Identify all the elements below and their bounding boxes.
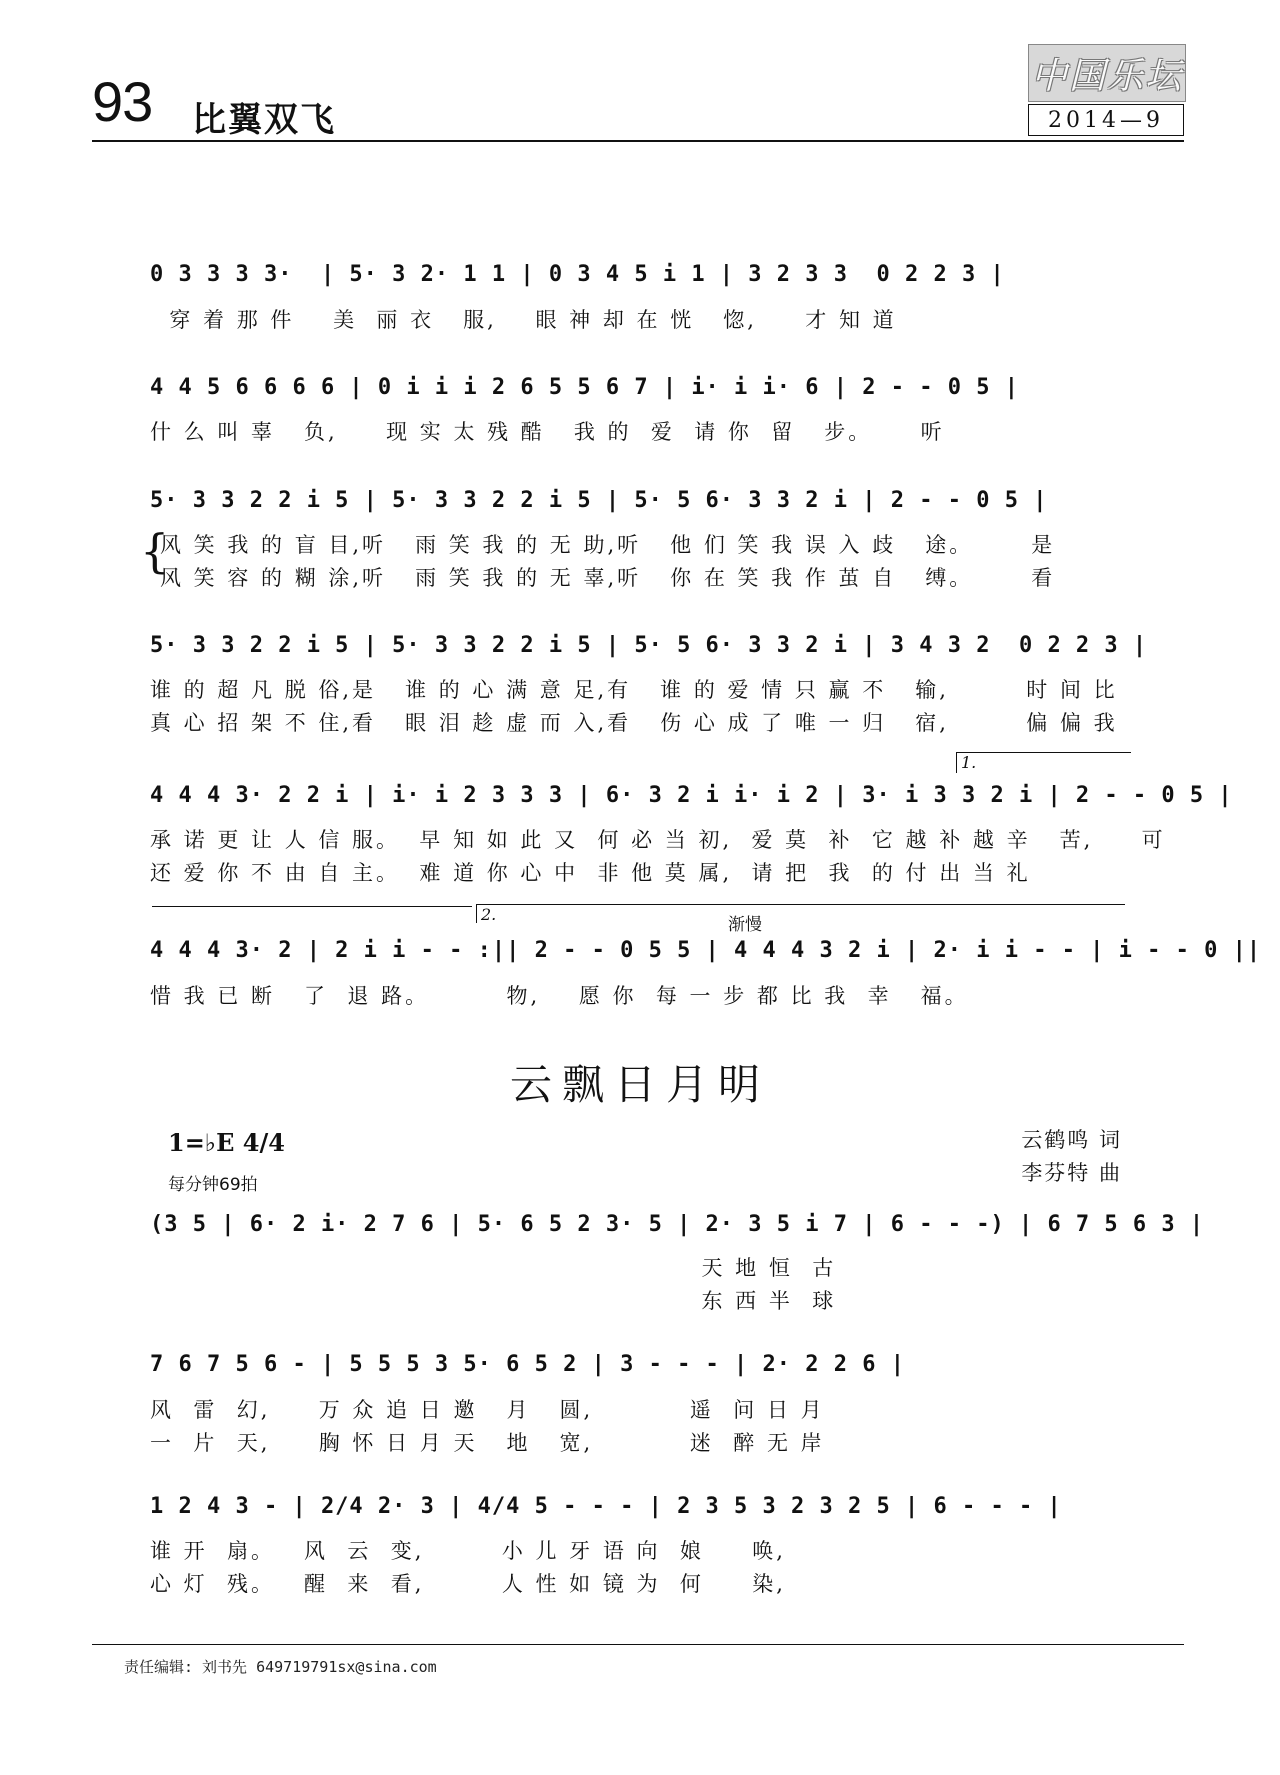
lyric-line: 天 地 恒 古 — [150, 1256, 837, 1280]
footer-rule — [92, 1644, 1184, 1645]
lyric-line: 谁 的 超 凡 脱 俗,是 谁 的 心 满 意 足,有 谁 的 爱 情 只 赢 不 输, 时 间 比 — [150, 678, 1118, 702]
lyric-line: 穿 着 那 件 美 丽 衣 服, 眼 神 却 在 恍 惚, 才 知 道 — [150, 308, 897, 332]
lyric-line: 承 诺 更 让 人 信 服。 早 知 如 此 又 何 必 当 初, 爱 莫 补 它 越 补 越 辛 苦, 可 — [150, 828, 1166, 852]
editor-credit: 责任编辑: 刘书先 649719791sx@sina.com — [124, 1658, 437, 1676]
magazine-logo: 中国乐坛 — [1028, 44, 1186, 102]
notation-line: 4 4 4 3· 2 | 2 i i - - :|| 2 - - 0 5 5 | 4 4 4 3 2 i | 2· i i - - | i - - 0 || — [150, 938, 1262, 963]
lyricist-credit: 云鹤鸣 词 — [1021, 1128, 1122, 1152]
lyric-line: 风 笑 我 的 盲 目,听 雨 笑 我 的 无 助,听 他 们 笑 我 误 入 歧 途。 是 — [160, 533, 1056, 557]
lyric-line: 惜 我 已 断 了 退 路。 物, 愿 你 每 一 步 都 比 我 幸 福。 — [150, 984, 969, 1008]
header-rule — [92, 140, 1184, 142]
tempo-marking: 每分钟69拍 — [168, 1175, 258, 1195]
lyric-line: 一 片 天, 胸 怀 日 月 天 地 宽, 迷 醉 无 岸 — [150, 1431, 825, 1455]
song-title: 云飘日月明 — [509, 1060, 770, 1109]
notation-line: 5· 3 3 2 2 i 5 | 5· 3 3 2 2 i 5 | 5· 5 6· 3 3 2 i | 2 - - 0 5 | — [150, 488, 1048, 513]
tempo-change-mark: 渐慢 — [728, 915, 762, 935]
lyric-line: 什 么 叫 辜 负, 现 实 太 残 酷 我 的 爱 请 你 留 步。 听 — [150, 420, 945, 444]
verse-brace: { — [140, 524, 170, 578]
notation-line: 0 3 3 3 3· | 5· 3 2· 1 1 | 0 3 4 5 i 1 | 3 2 3 3 0 2 2 3 | — [150, 262, 1005, 287]
volta-2: 2. — [476, 904, 1125, 923]
lyric-line: 谁 开 扇。 风 云 变, 小 儿 牙 语 向 娘 唤, — [150, 1539, 786, 1563]
lyric-line: 还 爱 你 不 由 自 主。 难 道 你 心 中 非 他 莫 属, 请 把 我 的 付 出 当 礼 — [150, 861, 1031, 885]
notation-line: 4 4 5 6 6 6 6 | 0 i i i 2 6 5 5 6 7 | i· i i· 6 | 2 - - 0 5 | — [150, 375, 1019, 400]
notation-line: (3 5 | 6· 2 i· 2 7 6 | 5· 6 5 2 3· 5 | 2· 3 5 i 7 | 6 - - -) | 6 7 5 6 3 | — [150, 1212, 1205, 1237]
notation-line: 7 6 7 5 6 - | 5 5 5 3 5· 6 5 2 | 3 - - - | 2· 2 2 6 | — [150, 1352, 905, 1377]
lyric-line: 心 灯 残。 醒 来 看, 人 性 如 镜 为 何 染, — [150, 1572, 786, 1596]
notation-line: 5· 3 3 2 2 i 5 | 5· 3 3 2 2 i 5 | 5· 5 6· 3 3 2 i | 3 4 3 2 0 2 2 3 | — [150, 633, 1148, 658]
lyric-line: 风 笑 容 的 糊 涂,听 雨 笑 我 的 无 辜,听 你 在 笑 我 作 茧 自 缚。 看 — [160, 566, 1056, 590]
composer-credit: 李芬特 曲 — [1021, 1161, 1122, 1185]
notation-line: 4 4 4 3· 2 2 i | i· i 2 3 3 3 | 6· 3 2 i i· i 2 | 3· i 3 3 2 i | 2 - - 0 5 | — [150, 783, 1233, 808]
volta-1: 1. — [956, 752, 1131, 773]
lyric-line: 真 心 招 架 不 住,看 眼 泪 趁 虚 而 入,看 伤 心 成 了 唯 一 归 宿, 偏 偏 我 — [150, 711, 1118, 735]
notation-line: 1 2 4 3 - | 2/4 2· 3 | 4/4 5 - - - | 2 3 5 3 2 3 2 5 | 6 - - - | — [150, 1494, 1062, 1519]
issue-number: 2014—9 — [1028, 104, 1184, 136]
lyric-line: 东 西 半 球 — [150, 1289, 837, 1313]
volta-1-continued — [152, 906, 472, 921]
lyric-line: 风 雷 幻, 万 众 追 日 邀 月 圆, 遥 问 日 月 — [150, 1398, 825, 1422]
page-number: 93 — [92, 70, 153, 133]
column-title: 比翼双飞 — [192, 100, 336, 140]
key-signature: 1=♭E 4/4 — [168, 1128, 285, 1157]
